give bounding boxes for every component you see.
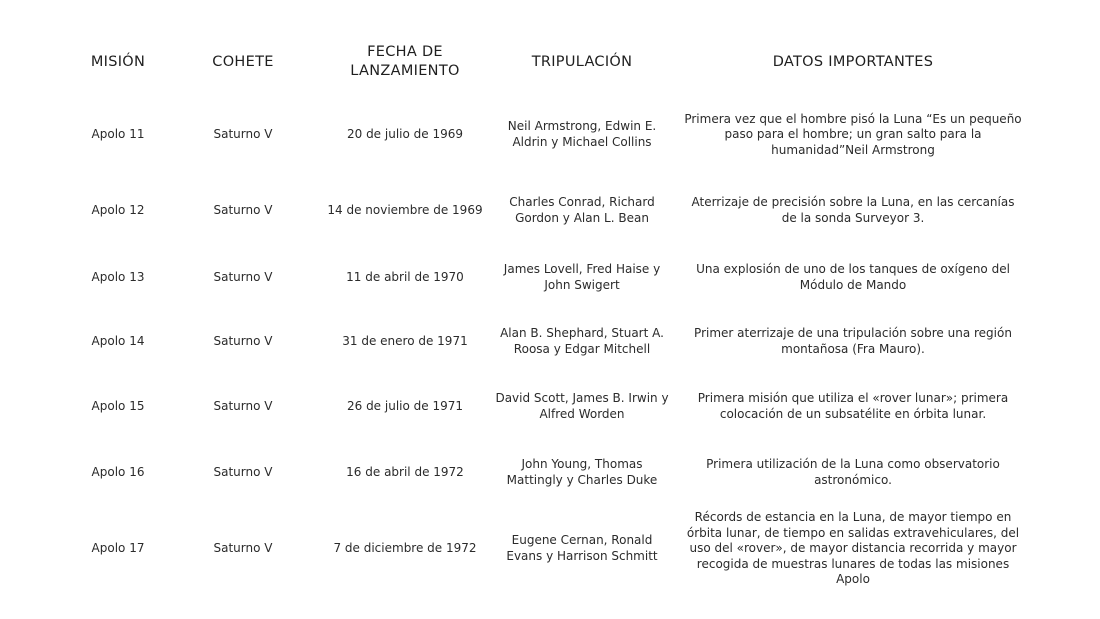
cell-fecha: 26 de julio de 1971 — [346, 399, 463, 414]
cell-fecha: 31 de enero de 1971 — [342, 334, 468, 349]
cell-cohete: Saturno V — [213, 399, 273, 414]
cell-tripulacion: James Lovell, Fred Haise y John Swigert — [503, 262, 661, 292]
cell-datos: Una explosión de uno de los tanques de oxígeno del Módulo de Mando — [696, 262, 1010, 292]
cell-tripulacion: Eugene Cernan, Ronald Evans y Harrison Schmitt — [506, 533, 658, 563]
cell-datos: Primera misión que utiliza el «rover lunar»; primera colocación de un subsatélite en órbita lunar. — [697, 391, 1009, 421]
table-row — [0, 190, 1100, 232]
cell-mision: Apolo 13 — [91, 270, 145, 285]
cell-tripulacion: David Scott, James B. Irwin y Alfred Worden — [495, 391, 669, 421]
table-row — [0, 100, 1100, 170]
cell-cohete: Saturno V — [213, 127, 273, 142]
cell-mision: Apolo 17 — [91, 541, 145, 556]
cell-mision: Apolo 14 — [91, 334, 145, 349]
cell-datos: Primer aterrizaje de una tripulación sobre una región montañosa (Fra Mauro). — [694, 326, 1012, 356]
header-fecha: FECHA DE LANZAMIENTO — [350, 44, 460, 79]
cell-cohete: Saturno V — [213, 465, 273, 480]
cell-datos: Récords de estancia en la Luna, de mayor tiempo en órbita lunar, de tiempo en salidas extravehiculares, del uso del «rover», de mayor distancia recorrida y mayor recogida de muestras lunares de todas las misiones Apolo — [686, 510, 1020, 587]
cell-fecha: 14 de noviembre de 1969 — [327, 203, 483, 218]
table-row — [0, 452, 1100, 494]
header-mision: MISIÓN — [90, 53, 146, 70]
header-datos: DATOS IMPORTANTES — [772, 53, 934, 70]
cell-fecha: 16 de abril de 1972 — [346, 465, 464, 480]
cell-mision: Apolo 11 — [91, 127, 145, 142]
cell-datos: Aterrizaje de precisión sobre la Luna, en las cercanías de la sonda Surveyor 3. — [691, 195, 1015, 225]
cell-tripulacion: Charles Conrad, Richard Gordon y Alan L. Bean — [509, 195, 655, 225]
table-row — [0, 321, 1100, 363]
header-tripulacion: TRIPULACIÓN — [531, 53, 633, 70]
cell-fecha: 7 de diciembre de 1972 — [333, 541, 477, 556]
cell-tripulacion: John Young, Thomas Mattingly y Charles Duke — [506, 457, 658, 487]
cell-cohete: Saturno V — [213, 270, 273, 285]
cell-tripulacion: Neil Armstrong, Edwin E. Aldrin y Michael Collins — [507, 119, 657, 149]
header-cohete: COHETE — [212, 53, 274, 70]
cell-mision: Apolo 15 — [91, 399, 145, 414]
cell-fecha: 20 de julio de 1969 — [346, 127, 463, 142]
cell-mision: Apolo 16 — [91, 465, 145, 480]
table-row — [0, 510, 1100, 587]
table-row — [0, 257, 1100, 299]
table-row — [0, 386, 1100, 428]
cell-datos: Primera vez que el hombre pisó la Luna “Es un pequeño paso para el hombre; un gran salto para la humanidad”Neil Armstrong — [684, 111, 1022, 157]
cell-mision: Apolo 12 — [91, 203, 145, 218]
table-header — [0, 40, 1100, 84]
cell-cohete: Saturno V — [213, 334, 273, 349]
cell-cohete: Saturno V — [213, 203, 273, 218]
cell-datos: Primera utilización de la Luna como observatorio astronómico. — [706, 457, 1000, 487]
cell-tripulacion: Alan B. Shephard, Stuart A. Roosa y Edgar Mitchell — [500, 326, 664, 356]
cell-fecha: 11 de abril de 1970 — [346, 270, 464, 285]
cell-cohete: Saturno V — [213, 541, 273, 556]
